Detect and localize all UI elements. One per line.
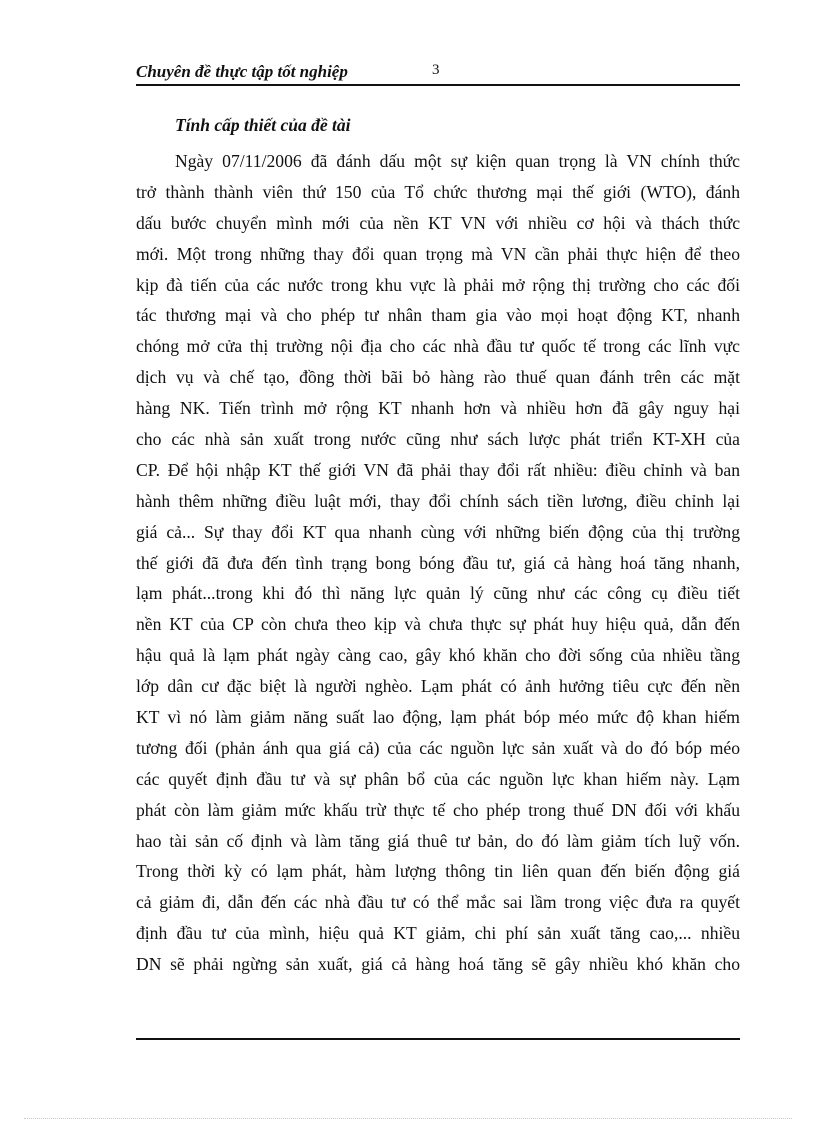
paragraph-line: hậu quả là lạm phát ngày càng cao, gây khó khăn cho đời sống của nhiều tầng [136,645,740,666]
paragraph-line: lớp dân cư đặc biệt là người nghèo. Lạm phát có ảnh hưởng tiêu cực đến nền [136,676,740,697]
paragraph-line: trở thành thành viên thứ 150 của Tổ chức thương mại thế giới (WTO), đánh [136,181,740,202]
section-heading: Tính cấp thiết của đề tài [175,115,351,135]
paragraph-line: CP. Để hội nhập KT thế giới VN đã phải thay đổi rất nhiều: điều chỉnh và ban [136,459,740,480]
paragraph-line: dấu bước chuyển mình mới của nền KT VN với nhiều cơ hội và thách thức [136,212,740,233]
paragraph-line: DN sẽ phải ngừng sản xuất, giá cả hàng hoá tăng sẽ gây nhiều khó khăn cho [136,954,740,975]
paragraph-line: giá cả... Sự thay đổi KT qua nhanh cùng với những biến động của thị trường [136,521,740,542]
paragraph-line: hành thêm những điều luật mới, thay đổi chính sách tiền lương, điều chỉnh lại [136,490,740,511]
paragraph-line: hàng NK. Tiến trình mở rộng KT nhanh hơn và nhiều hơn đã gây nguy hại [136,398,740,419]
header-title: Chuyên đề thực tập tốt nghiệp [136,62,348,81]
paragraph-line: tương đối (phản ánh qua giá cả) của các nguồn lực sản xuất và do đó bóp méo [136,737,740,758]
paragraph-line: nền KT của CP còn chưa theo kịp và chưa thực sự phát huy hiệu quả, dẫn đến [136,614,740,635]
paragraph-line: tác thương mại và cho phép tư nhân tham gia vào mọi hoạt động KT, nhanh [136,305,740,326]
paragraph-line: mới. Một trong những thay đổi quan trọng mà VN cần phải thực hiện để theo [136,243,740,264]
footer-divider [136,1038,740,1040]
paragraph-line: Ngày 07/11/2006 đã đánh dấu một sự kiện quan trọng là VN chính thức [175,151,740,171]
paragraph-line: định đầu tư của mình, hiệu quả KT giảm, chi phí sản xuất tăng cao,... nhiều [136,923,740,944]
paragraph-line: cả giảm đi, dẫn đến các nhà đầu tư có thể mắc sai lầm trong việc đưa ra quyết [136,892,740,913]
paragraph-line: các quyết định đầu tư và sự phân bổ của các nguồn lực khan hiếm này. Lạm [136,768,740,789]
paragraph-line: kịp đà tiến của các nước trong khu vực là phải mở rộng thị trường cho các đối [136,274,740,295]
paragraph-line: chóng mở cửa thị trường nội địa cho các nhà đầu tư quốc tế trong các lĩnh vực [136,336,740,357]
paragraph-line: lạm phát...trong khi đó thì năng lực quản lý cũng như các công cụ điều tiết [136,583,740,604]
paragraph-line: KT vì nó làm giảm năng suất lao động, lạm phát bóp méo mức độ khan hiếm [136,707,740,728]
paragraph-line: hao tài sản cố định và làm tăng giá thuê tư bản, do đó làm giảm tích luỹ vốn. [136,830,740,851]
paragraph-line: Trong thời kỳ có lạm phát, hàm lượng thông tin liên quan đến biến động giá [136,861,740,882]
paragraph-line: phát còn làm giảm mức khấu trừ thực tế cho phép trong thuế DN đối với khấu [136,799,740,820]
page-header [136,58,740,86]
paragraph-line: thế giới đã đưa đến tình trạng bong bóng đầu tư, giá cả hàng hoá tăng nhanh, [136,552,740,573]
page-bottom-border [24,1118,792,1119]
paragraph-line: dịch vụ và chế tạo, đồng thời bãi bỏ hàng rào thuế quan đánh trên các mặt [136,367,740,388]
page-number: 3 [432,62,440,78]
paragraph-line: cho các nhà sản xuất trong nước cũng như sách lược phát triển KT-XH của [136,429,740,450]
body-paragraph [136,146,740,980]
